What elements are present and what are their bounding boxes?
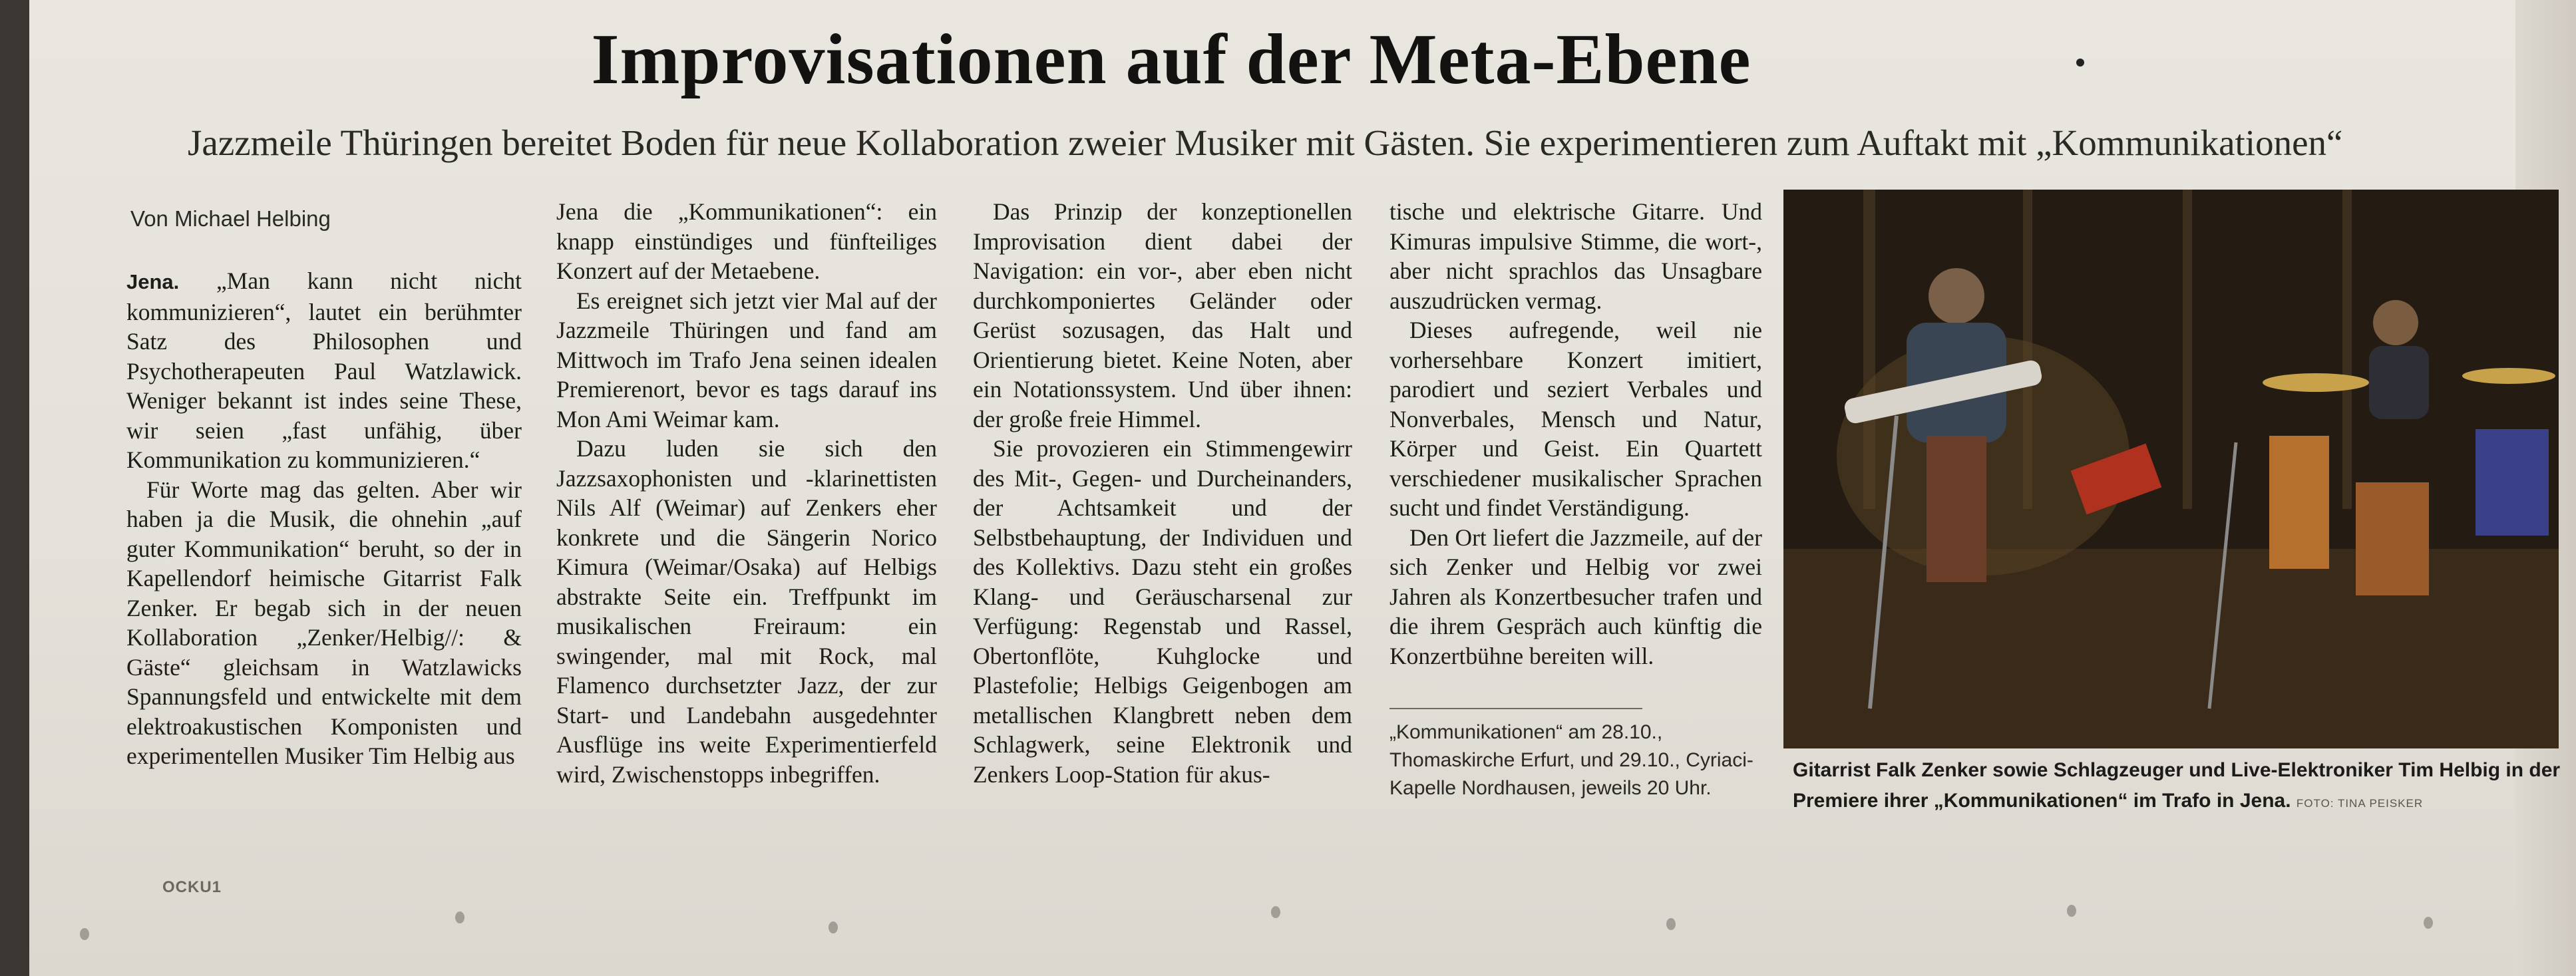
event-info: „Kommunikationen“ am 28.10., Thomaskirche Erfurt, und 29.10., Cyriaci-Kapelle Nordhausen, jeweils 20 Uhr. — [1389, 721, 1753, 799]
paragraph: Dazu luden sie sich den Jazzsaxophonisten und -klarinettisten Nils Alf (Weimar) auf Zenkers eher konkrete und die Sängerin Norico Kimura (Weimar/Osaka) auf Helbigs abstrakte Seite ein. Treffpunkt im musikalischen Freiraum: ein swingender, mal mit Rock, mal Flamenco durchsetzter Jazz, der zur Start- und Landebahn ausgedehnter Ausflüge ins weite Experimentierfeld wird, Zwischenstopps inbegriffen. — [556, 435, 937, 788]
paragraph-text: „Man kann nicht nicht kommunizieren“, lautet ein berühmter Satz des Philosophen und Psychotherapeuten Paul Watzlawick. Weniger bekannt ist indes seine These, wir seien „fast unfähig, über Kommunikation zu kommunizieren.“ — [126, 267, 522, 473]
info-divider — [1389, 708, 1642, 709]
paragraph: Jena die „Kommunikationen“: ein knapp einstündiges und fünfteiliges Konzert auf der Metaebene. — [556, 198, 937, 284]
photo-caption — [1793, 755, 2576, 819]
paragraph: tische und elektrische Gitarre. Und Kimuras impulsive Stimme, die wort-, aber nicht sprachlos das Unsagbare auszudrücken vermag. — [1389, 198, 1762, 314]
paragraph: Das Prinzip der konzeptionellen Improvisation dient dabei der Navigation: ein vor-, aber eben nicht durchkomponiertes Geländer oder Gerüst sozusagen, das Halt und Orientierung bietet. Keine Noten, aber ein Notationssystem. Und über ihnen: der große freie Himmel. — [973, 198, 1352, 432]
ink-speck — [2076, 59, 2084, 67]
photo-credit: FOTO: TINA PEISKER — [2296, 797, 2424, 810]
ink-speck — [80, 928, 89, 940]
ink-speck — [828, 921, 838, 933]
article-column-4 — [1389, 197, 1762, 671]
paragraph: Sie provozieren ein Stimmengewirr des Mit-, Gegen- und Durcheinanders, der Achtsamkeit und der Selbstbehauptung, der Individuen und des Kollektivs. Dazu steht ein großes Klang- und Geräuscharsenal zur Verfügung: Regenstab und Rassel, Obertonflöte, Kuhglocke und Plastefolie; Helbigs Geigenbogen am metallischen Klangbrett neben dem Schlagwerk, seine Elektronik und Zenkers Loop-Station für akus- — [973, 435, 1352, 788]
ink-speck — [1271, 906, 1280, 918]
concert-photo-illustration — [1783, 190, 2559, 748]
article-headline: Improvisationen auf der Meta-Ebene — [591, 20, 1751, 99]
ink-speck — [455, 911, 464, 923]
paragraph: Für Worte mag das gelten. Aber wir haben ja die Musik, die ohnehin „auf guter Kommunikation“ beruht, so der in Kapellendorf heimische Gitarrist Falk Zenker. Er begab sich in der neuen Kollaboration „Zenker/Helbig//: & Gäste“ gleichsam in Watzlawicks Spannungsfeld und entwickelte mit dem elektroakustischen Komponisten und experimentellen Musiker Tim Helbig aus — [126, 476, 522, 769]
paragraph: Den Ort liefert die Jazzmeile, auf der sich Zenker und Helbig vor zwei Jahren als Konzertbesucher trafen und die ihrem Gespräch auch künftig die Konzertbühne bereiten will. — [1389, 524, 1762, 669]
article-column-2 — [556, 197, 937, 789]
caption-text: Gitarrist Falk Zenker sowie Schlagzeuger und Live-Elektroniker Tim Helbig in der Premiere ihrer „Kommunikationen“ im Trafo in Jena. — [1793, 759, 2561, 812]
byline: Von Michael Helbing — [130, 206, 331, 231]
dateline: Jena. — [126, 270, 180, 293]
paragraph: Es ereignet sich jetzt vier Mal auf der Jazzmeile Thüringen und fand am Mittwoch im Trafo Jena seinen idealen Premierenort, bevor es tags darauf ins Mon Ami Weimar kam. — [556, 287, 937, 432]
article-column-1 — [126, 266, 522, 771]
paragraph — [126, 266, 522, 475]
article-subheadline: Jazzmeile Thüringen bereitet Boden für neue Kollaboration zweier Musiker mit Gästen. Sie experimentieren zum Auftakt mit „Kommunikationen“ — [188, 122, 2343, 163]
ink-speck — [1666, 918, 1676, 930]
article-column-3 — [973, 197, 1352, 789]
paragraph: Dieses aufregende, weil nie vorhersehbare Konzert imitiert, parodiert und seziert Verbales und Nonverbales, Mensch und Natur, Körper und Geist. Ein Quartett verschiedener musikalischer Sprachen sucht und findet Verständigung. — [1389, 317, 1762, 521]
ink-speck — [2424, 917, 2433, 929]
logo: OCKU1 — [162, 878, 222, 896]
ink-speck — [2067, 905, 2076, 917]
concert-photo — [1783, 190, 2559, 748]
